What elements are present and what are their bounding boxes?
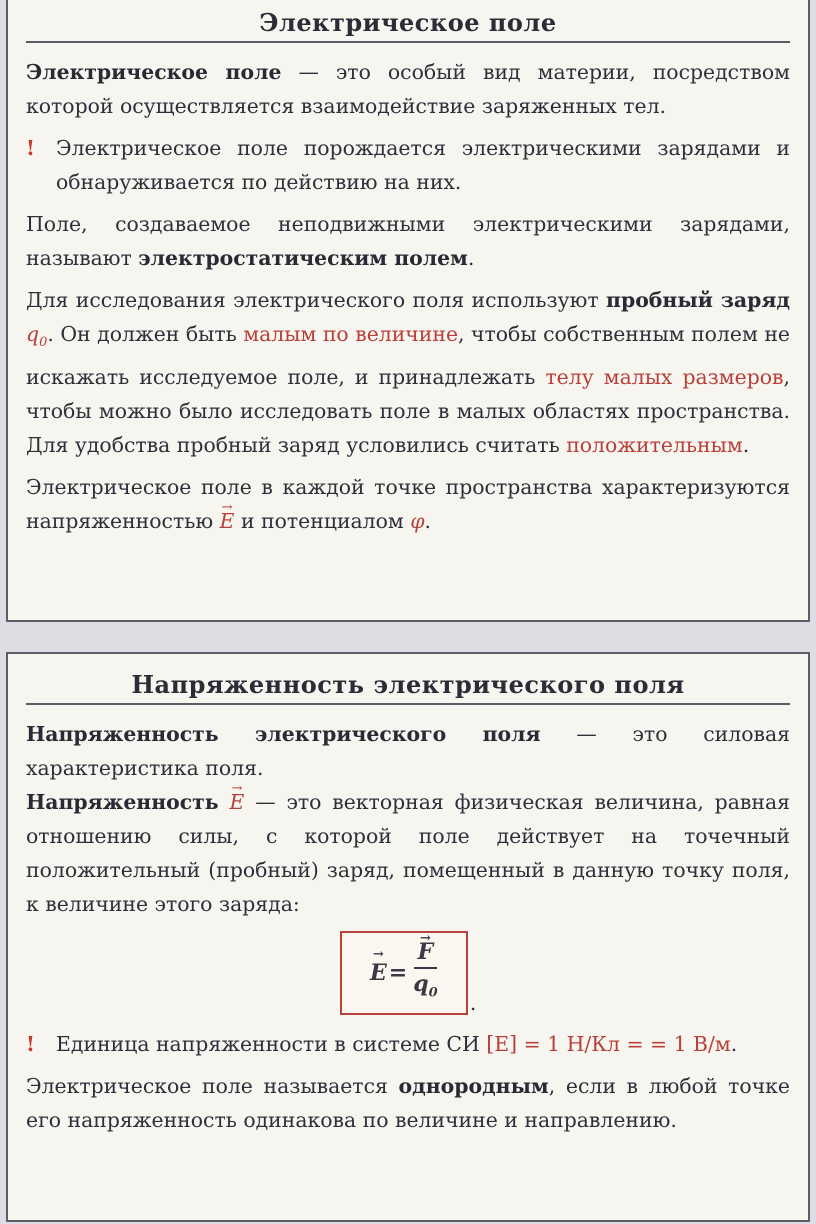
text: . (742, 433, 750, 458)
text: . (424, 509, 432, 534)
symbol: q (26, 322, 40, 346)
phi-symbol: φ (410, 509, 425, 534)
formula (26, 931, 790, 1015)
definition-paragraph (26, 55, 790, 123)
definition-text: — это векторная физическая величина, равная отношению силы, с которой поле действует на точечный положительный (пробный) заряд, помещенный в данную точку поля, к величине этого заряда: (26, 790, 790, 916)
text: Для исследования электрического поля используют (26, 288, 607, 312)
formula-numerator: → F (418, 937, 434, 967)
note-text: Единица напряженности в системе СИ (56, 1032, 487, 1056)
exclamation-icon: ! (26, 1032, 35, 1056)
unit-note (26, 1027, 790, 1061)
term: Напряженность (26, 790, 219, 814)
highlight-positive: положительным (566, 433, 743, 458)
test-charge-paragraph (26, 283, 790, 462)
note-paragraph (26, 131, 790, 199)
text: , чтобы собственным полем не искажать исследуемое поле, и принадлежать (26, 322, 790, 390)
unit-value: [E] = 1 Н/Кл = = 1 В/м (486, 1032, 731, 1056)
symbol-q0 (26, 322, 48, 351)
text: , если в любой точке его напряженность одинакова по величине и направлению. (26, 1074, 790, 1132)
term: пробный заряд (606, 288, 791, 312)
formula-denominator (413, 969, 437, 1008)
uniform-field-paragraph (26, 1069, 790, 1137)
formula-lhs: → E (370, 960, 387, 986)
highlight-small: малым по величине (243, 322, 459, 346)
characteristics-paragraph (26, 470, 790, 538)
formula-equals: = (388, 960, 408, 986)
text: . (730, 1032, 738, 1056)
vector-e-symbol: → E (220, 504, 235, 538)
symbol: q (413, 971, 429, 998)
text: Электрическое поле в каждой точке пространства характеризуются напряженностью (26, 475, 790, 534)
definition-text: — это силовая характеристика поля. (26, 722, 790, 780)
definition-paragraph (26, 717, 790, 785)
subscript: 0 (39, 335, 48, 351)
subscript: 0 (428, 985, 438, 1001)
term: Напряженность электрического поля (26, 722, 541, 746)
highlight-small-body: телу малых размеров (545, 365, 784, 390)
note-text: Электрическое поле порождается электрическими зарядами и обнаруживается по действию на них. (56, 136, 790, 194)
text: . (467, 246, 475, 270)
text: , чтобы можно было исследовать поле в малых областях пространства. Для удобства пробный заряд условились считать (26, 365, 790, 458)
text: и потенциалом (234, 509, 411, 534)
formula-period: . (469, 991, 477, 1015)
section-title: Электрическое поле (26, 0, 790, 43)
section-electric-field (6, 0, 810, 622)
vector-definition-paragraph (26, 785, 790, 921)
section-title: Напряженность электрического поля (26, 654, 790, 705)
formula-box (340, 931, 468, 1015)
term: Электрическое поле (26, 60, 282, 84)
text: . Он должен быть (47, 322, 244, 346)
formula-fraction (413, 937, 437, 1008)
text: Поле, создаваемое неподвижными электрическими зарядами, называют (26, 212, 790, 270)
exclamation-icon: ! (26, 136, 35, 160)
term: однородным (398, 1074, 549, 1098)
term: электростатическим полем (138, 246, 468, 270)
electrostatic-paragraph (26, 207, 790, 275)
vector-e-symbol: → E (229, 785, 244, 819)
definition-text: — это особый вид материи, посредством которой осуществляется взаимодействие заряженных тел. (26, 60, 790, 118)
section-field-strength (6, 652, 810, 1222)
text: Электрическое поле называется (26, 1074, 399, 1098)
